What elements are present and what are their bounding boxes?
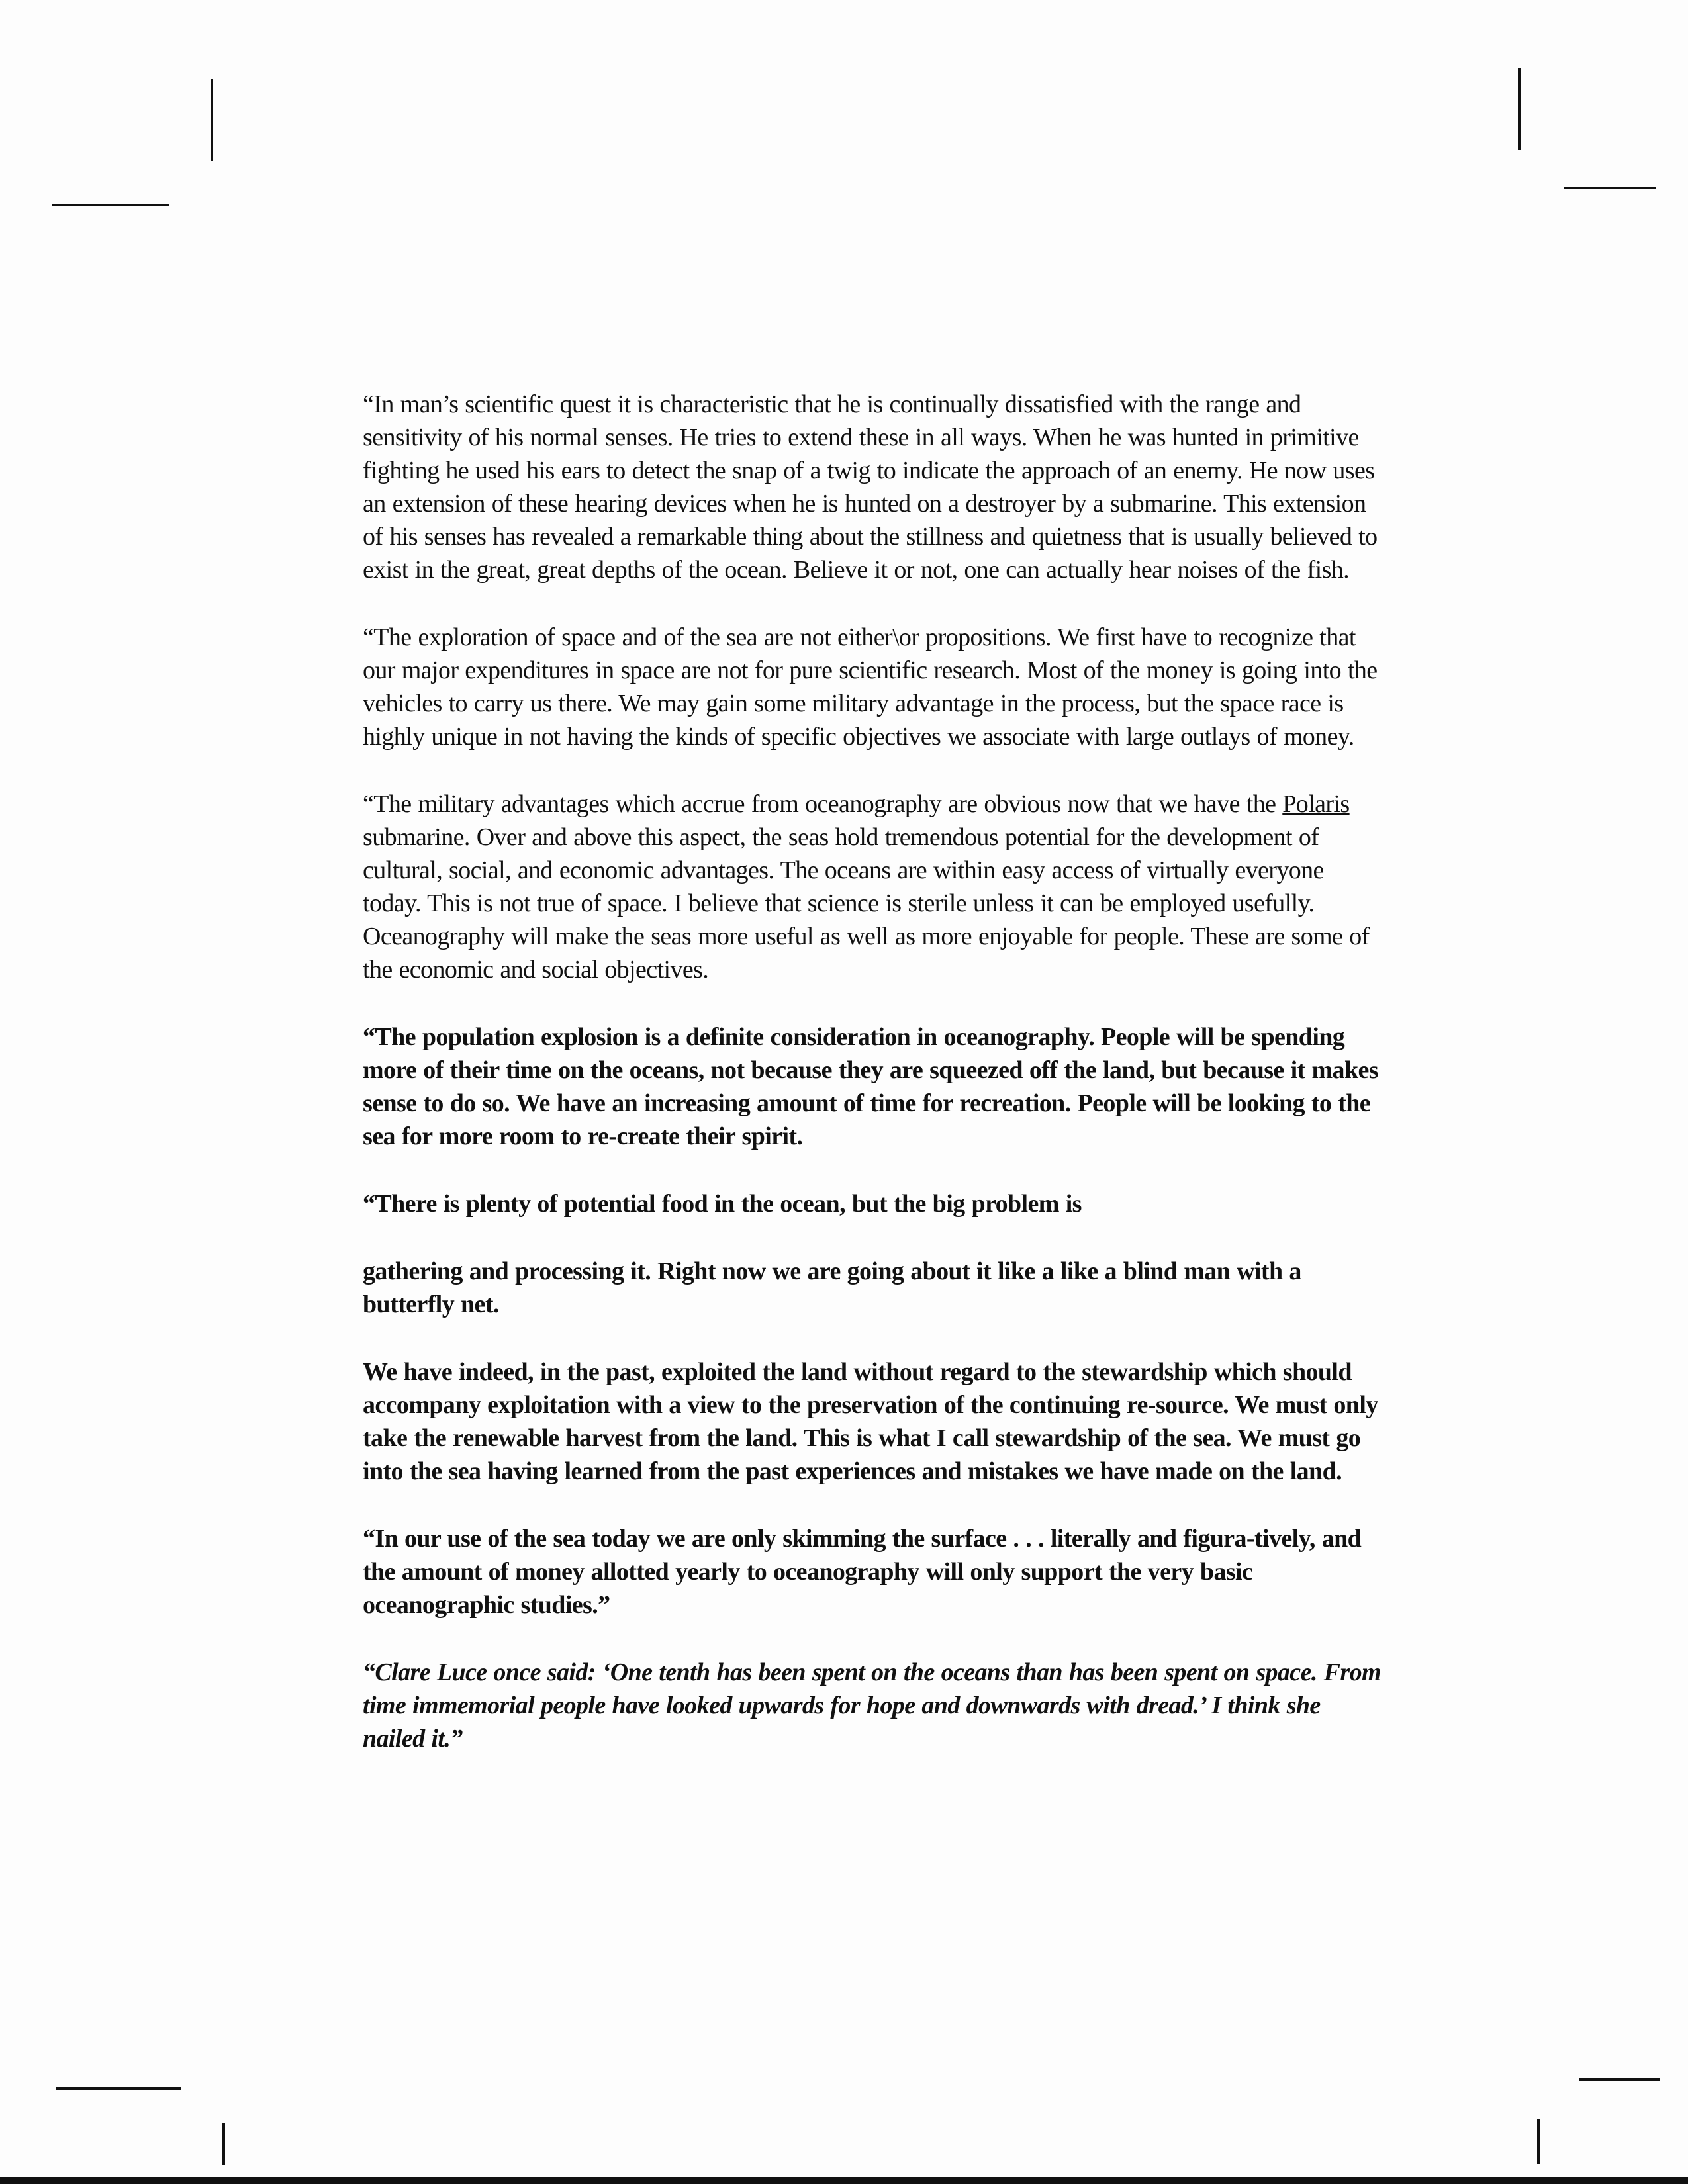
paragraph-senses: “In man’s scientific quest it is characteristic that he is continually dissatisfied with the range and sensitivity of his normal senses. He tries to extend these in all ways. When he was hunted in primitive fighting he used his ears to detect the snap of a twig to indicate the approach of an enemy. He now uses an extension of these hearing devices when he is hunted on a destroyer by a submarine. This extension of his senses has revealed a remarkable thing about the stillness and quietness that is usually believed to exist in the great, great depths of the ocean. Believe it or not, one can actually hear noises of the fish. xyxy=(363,390,1378,584)
paragraph-military-advantages xyxy=(363,788,1382,986)
paragraph-stewardship: We have indeed, in the past, exploited the land without regard to the stewardship which should accompany exploitation with a view to the preservation of the continuing re-source. We must only take the renewable harvest from the land. This is what I call stewardship of the sea. We must go into the sea having learned from the past experiences and mistakes we have made on the land. xyxy=(363,1358,1378,1485)
document-body xyxy=(363,388,1382,1790)
paragraph-military-text-end: submarine. Over and above this aspect, the seas hold tremendous potential for the development of cultural, social, and economic advantages. The oceans are within easy access of virtually everyone today. This is not true of space. I believe that science is sterile unless it can be employed usefully. Oceanography will make the seas more useful as well as more enjoyable for people. These are some of the economic and social objectives. xyxy=(363,823,1370,983)
paragraph-clare-luce-quote: “Clare Luce once said: ‘One tenth has been spent on the oceans than has been spent on space. From time immemorial people have looked upwards for hope and downwards with dread.’ I think she nailed it.” xyxy=(363,1659,1381,1752)
paragraph-space-and-sea: “The exploration of space and of the sea are not either\or propositions. We first have to recognize that our major expenditures in space are not for pure scientific research. Most of the money is going into the vehicles to carry us there. We may gain some military advantage in the process, but the space race is highly unique in not having the kinds of specific objectives we associate with large outlays of money. xyxy=(363,623,1378,751)
crop-mark-bottom-left-vertical xyxy=(222,2123,225,2165)
crop-mark-top-left-vertical xyxy=(211,79,213,161)
polaris-underlined-term: Polaris xyxy=(1282,790,1350,818)
crop-mark-bottom-left-horizontal xyxy=(56,2087,181,2090)
crop-mark-top-left-horizontal xyxy=(52,204,169,206)
paragraph-gathering-processing: gathering and processing it. Right now we are going about it like a like a blind man with a butterfly net. xyxy=(363,1257,1301,1318)
crop-mark-bottom-right-horizontal xyxy=(1579,2078,1660,2081)
crop-mark-top-right-vertical xyxy=(1518,68,1521,150)
paragraph-skimming-surface: “In our use of the sea today we are only skimming the surface . . . literally and figura-tively, and the amount of money allotted yearly to oceanography will only support the very basic oceanographic studies.” xyxy=(363,1525,1362,1619)
crop-mark-bottom-right-vertical xyxy=(1537,2119,1540,2164)
paragraph-population-explosion: “The population explosion is a definite consideration in oceanography. People will be spending more of their time on the oceans, not because they are squeezed off the land, but because it makes sense to do so. We have an increasing amount of time for recreation. People will be looking to the sea for more room to re-create their spirit. xyxy=(363,1023,1378,1150)
scan-bottom-edge xyxy=(0,2177,1688,2184)
paragraph-military-text-start: “The military advantages which accrue from oceanography are obvious now that we have the xyxy=(363,790,1283,818)
crop-mark-top-right-horizontal xyxy=(1564,187,1656,189)
paragraph-potential-food: “There is plenty of potential food in the ocean, but the big problem is xyxy=(363,1190,1082,1218)
